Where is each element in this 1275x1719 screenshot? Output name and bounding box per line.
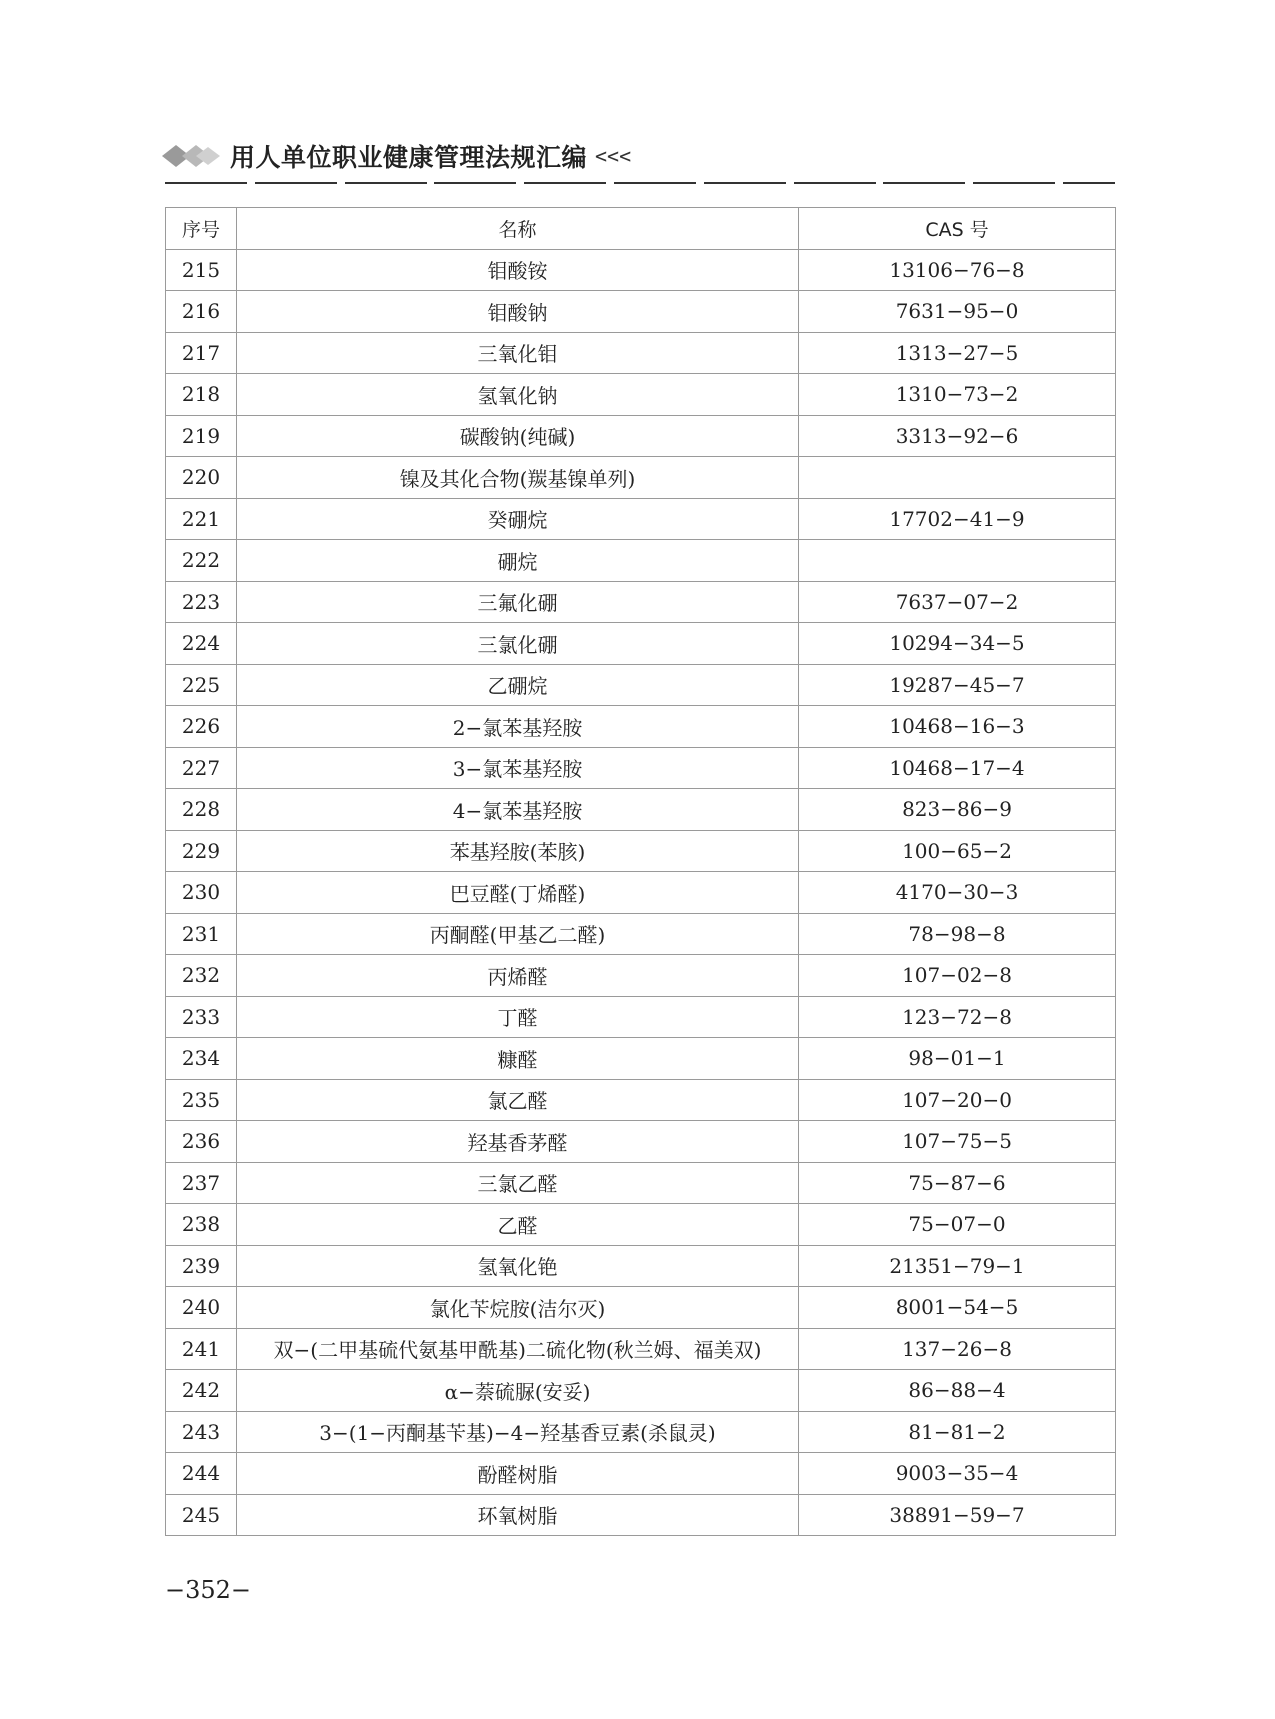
cell-index: 224 — [166, 623, 237, 665]
cell-name: 乙醛 — [237, 1204, 799, 1246]
cell-index: 221 — [166, 498, 237, 540]
cell-index: 240 — [166, 1287, 237, 1329]
table-row — [166, 872, 1116, 914]
cell-name: 双−(二甲基硫代氨基甲酰基)二硫化物(秋兰姆、福美双) — [237, 1328, 799, 1370]
cell-cas: 100−65−2 — [799, 830, 1116, 872]
cell-name: 三氟化硼 — [237, 581, 799, 623]
cell-name: 三氯乙醛 — [237, 1162, 799, 1204]
cell-index: 237 — [166, 1162, 237, 1204]
table-row — [166, 1370, 1116, 1412]
cell-index: 227 — [166, 747, 237, 789]
cell-cas: 7637−07−2 — [799, 581, 1116, 623]
table-row — [166, 1038, 1116, 1080]
cell-cas: 107−75−5 — [799, 1121, 1116, 1163]
cell-cas: 137−26−8 — [799, 1328, 1116, 1370]
cell-name: 氢氧化钠 — [237, 374, 799, 416]
table-row — [166, 623, 1116, 665]
table-row — [166, 1121, 1116, 1163]
cell-index: 243 — [166, 1411, 237, 1453]
table-row — [166, 913, 1116, 955]
cell-cas: 10468−17−4 — [799, 747, 1116, 789]
cell-cas: 78−98−8 — [799, 913, 1116, 955]
cell-name: 巴豆醛(丁烯醛) — [237, 872, 799, 914]
cell-index: 218 — [166, 374, 237, 416]
table-row — [166, 1453, 1116, 1495]
cell-cas: 10294−34−5 — [799, 623, 1116, 665]
cell-name: 3−氯苯基羟胺 — [237, 747, 799, 789]
cell-name: 钼酸钠 — [237, 291, 799, 333]
cell-cas: 8001−54−5 — [799, 1287, 1116, 1329]
cell-name: 3−(1−丙酮基苄基)−4−羟基香豆素(杀鼠灵) — [237, 1411, 799, 1453]
cell-cas: 123−72−8 — [799, 996, 1116, 1038]
cell-name: 酚醛树脂 — [237, 1453, 799, 1495]
cell-name: 钼酸铵 — [237, 249, 799, 291]
cell-index: 239 — [166, 1245, 237, 1287]
table-row — [166, 415, 1116, 457]
table-row — [166, 291, 1116, 333]
table-row — [166, 789, 1116, 831]
cell-cas: 1310−73−2 — [799, 374, 1116, 416]
table-row — [166, 1079, 1116, 1121]
table-header-row — [166, 208, 1116, 250]
cell-cas: 81−81−2 — [799, 1411, 1116, 1453]
cell-index: 231 — [166, 913, 237, 955]
cell-cas: 9003−35−4 — [799, 1453, 1116, 1495]
cell-cas: 4170−30−3 — [799, 872, 1116, 914]
cell-cas: 1313−27−5 — [799, 332, 1116, 374]
table-row — [166, 498, 1116, 540]
cell-name: 糠醛 — [237, 1038, 799, 1080]
header-dashed-rule — [165, 182, 1115, 184]
cell-name: α−萘硫脲(安妥) — [237, 1370, 799, 1412]
table-row — [166, 955, 1116, 997]
cell-index: 232 — [166, 955, 237, 997]
cell-index: 228 — [166, 789, 237, 831]
table-row — [166, 1328, 1116, 1370]
table-row — [166, 1204, 1116, 1246]
cell-index: 235 — [166, 1079, 237, 1121]
table-row — [166, 664, 1116, 706]
cell-name: 苯基羟胺(苯胲) — [237, 830, 799, 872]
cell-cas: 21351−79−1 — [799, 1245, 1116, 1287]
double-diamond-logo-icon — [160, 141, 224, 171]
chemical-table — [165, 207, 1116, 1536]
cell-cas: 3313−92−6 — [799, 415, 1116, 457]
table-row — [166, 457, 1116, 499]
table-row — [166, 374, 1116, 416]
cell-name: 氯化苄烷胺(洁尔灭) — [237, 1287, 799, 1329]
cell-index: 241 — [166, 1328, 237, 1370]
cell-cas: 75−07−0 — [799, 1204, 1116, 1246]
cell-index: 233 — [166, 996, 237, 1038]
cell-index: 216 — [166, 291, 237, 333]
cell-name: 镍及其化合物(羰基镍单列) — [237, 457, 799, 499]
cell-cas: 19287−45−7 — [799, 664, 1116, 706]
cell-name: 三氯化硼 — [237, 623, 799, 665]
cell-cas — [799, 457, 1116, 499]
table-row — [166, 996, 1116, 1038]
table-row — [166, 1411, 1116, 1453]
cell-name: 乙硼烷 — [237, 664, 799, 706]
cell-index: 229 — [166, 830, 237, 872]
cell-index: 244 — [166, 1453, 237, 1495]
cell-name: 氯乙醛 — [237, 1079, 799, 1121]
cell-cas: 107−20−0 — [799, 1079, 1116, 1121]
cell-index: 230 — [166, 872, 237, 914]
cell-index: 238 — [166, 1204, 237, 1246]
cell-index: 219 — [166, 415, 237, 457]
cell-cas: 107−02−8 — [799, 955, 1116, 997]
col-header-name: 名称 — [237, 208, 799, 250]
cell-cas: 98−01−1 — [799, 1038, 1116, 1080]
cell-name: 硼烷 — [237, 540, 799, 582]
cell-index: 234 — [166, 1038, 237, 1080]
page-header — [160, 136, 631, 176]
cell-index: 225 — [166, 664, 237, 706]
col-header-cas: CAS 号 — [799, 208, 1116, 250]
table-row — [166, 581, 1116, 623]
cell-cas: 38891−59−7 — [799, 1494, 1116, 1536]
col-header-index: 序号 — [166, 208, 237, 250]
header-chevrons: <<< — [595, 144, 632, 168]
cell-name: 三氧化钼 — [237, 332, 799, 374]
cell-name: 丙酮醛(甲基乙二醛) — [237, 913, 799, 955]
cell-index: 236 — [166, 1121, 237, 1163]
header-title: 用人单位职业健康管理法规汇编 — [230, 143, 588, 172]
table-row — [166, 747, 1116, 789]
cell-cas: 86−88−4 — [799, 1370, 1116, 1412]
table-row — [166, 1162, 1116, 1204]
table-row — [166, 540, 1116, 582]
cell-cas: 7631−95−0 — [799, 291, 1116, 333]
cell-name: 2−氯苯基羟胺 — [237, 706, 799, 748]
cell-name: 丁醛 — [237, 996, 799, 1038]
cell-index: 215 — [166, 249, 237, 291]
cell-index: 217 — [166, 332, 237, 374]
table-row — [166, 332, 1116, 374]
cell-cas: 17702−41−9 — [799, 498, 1116, 540]
cell-index: 242 — [166, 1370, 237, 1412]
cell-index: 245 — [166, 1494, 237, 1536]
cell-cas: 10468−16−3 — [799, 706, 1116, 748]
cell-cas: 823−86−9 — [799, 789, 1116, 831]
cell-cas: 13106−76−8 — [799, 249, 1116, 291]
cell-name: 丙烯醛 — [237, 955, 799, 997]
page-number: −352− — [165, 1576, 252, 1604]
table-row — [166, 830, 1116, 872]
cell-name: 碳酸钠(纯碱) — [237, 415, 799, 457]
table-row — [166, 249, 1116, 291]
cell-index: 226 — [166, 706, 237, 748]
cell-index: 223 — [166, 581, 237, 623]
cell-name: 癸硼烷 — [237, 498, 799, 540]
table-row — [166, 706, 1116, 748]
cell-name: 环氧树脂 — [237, 1494, 799, 1536]
cell-name: 4−氯苯基羟胺 — [237, 789, 799, 831]
cell-name: 氢氧化铯 — [237, 1245, 799, 1287]
cell-cas: 75−87−6 — [799, 1162, 1116, 1204]
table-row — [166, 1287, 1116, 1329]
cell-name: 羟基香茅醛 — [237, 1121, 799, 1163]
table-row — [166, 1245, 1116, 1287]
cell-index: 220 — [166, 457, 237, 499]
table-row — [166, 1494, 1116, 1536]
cell-index: 222 — [166, 540, 237, 582]
cell-cas — [799, 540, 1116, 582]
